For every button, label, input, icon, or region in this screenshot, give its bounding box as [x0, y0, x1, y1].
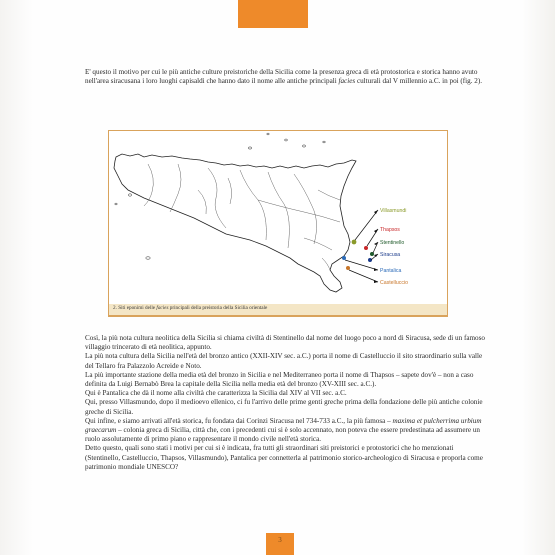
thapsos-dot: [364, 246, 368, 250]
island-1: [128, 194, 131, 196]
siracusa-text-2: – colonia greca di Sicilia, città che, con i precedenti cui si è solo accennato, non poteva che essere predestinata ad assumere un ruolo assolutamente di primo piano e rappresentare il mondo civile nell'età storica.: [85, 426, 480, 444]
body-text: [85, 334, 485, 472]
orange-header-tab: [238, 0, 308, 28]
intro-text-2: culturali dal V millennio a.C. in poi (fig. 2).: [355, 77, 483, 86]
paragraph-siracusa: [85, 417, 485, 445]
paragraph-villasmundo: Qui, presso Villasmundo, dopo il medioevo ellenico, ci fu l'arrivo delle prime genti greche prima della fondazione delle più antiche colonie greche di Sicilia.: [85, 398, 483, 416]
caption-suffix: principali della preistoria della Sicilia orientale: [168, 305, 268, 311]
island-2: [115, 203, 117, 205]
sicily-map: [108, 130, 446, 302]
siracusa-text-1: Qui infine, e siamo arrivati all'età storica, fu fondata dai Corinzi Siracusa nel 734-733 a.C., la più famosa –: [85, 416, 393, 425]
island-8: [267, 133, 269, 135]
pantalica-dot: [342, 256, 346, 260]
label-siracusa: Siracusa: [380, 252, 401, 258]
rivers: [144, 164, 340, 270]
island-5: [285, 139, 288, 141]
paragraph-castelluccio: La più nota cultura della Sicilia nell'età del bronzo antico (XXII-XIV sec. a.C.) porta il nome di Castelluccio il sito straordinario sulla valle del Tellaro fra Palazzolo Acreide e Noto.: [85, 352, 483, 370]
castelluccio-dot: [346, 266, 350, 270]
paragraph-pantalica: Qui è Pantalica che dà il nome alla civiltà che caratterizza la Sicilia dal XIV al VII sec. a.C.: [85, 389, 347, 398]
page-number: 3: [278, 536, 282, 544]
island-7: [323, 141, 326, 143]
island-6: [302, 145, 305, 147]
label-castelluccio: Castelluccio: [380, 280, 408, 286]
intro-paragraph: [85, 68, 485, 86]
site-arrows: [345, 210, 378, 282]
intro-text-1: E' questo il motivo per cui le più antiche culture preistoriche della Sicilia come la presenza greca di età protostorica e storica hanno avuto nell'area siracusana i loro luoghi capisaldi che hanno dato il nome alle antiche principali: [85, 68, 478, 86]
intro-facies: facies: [338, 77, 356, 86]
paragraph-stentinello: Così, la più nota cultura neolitica della Sicilia si chiama civiltà di Stentinello dal nome del luogo poco a nord di Siracusa, sede di un famoso villaggio trincerato di età neolitica, appunto.: [85, 334, 485, 352]
villasmundi-dot: [352, 240, 357, 245]
paragraph-thapsos: La più importante stazione della media età del bronzo in Sicilia e nel Mediterraneo porta il nome di Thapsos – sapete dov'è – non a caso definita da Luigi Bernabò Brea la capitale della Sicilia nella media età del bronzo (XV-XIII sec. a.C.).: [85, 370, 474, 389]
island-4: [248, 147, 252, 149]
sicily-coastline: [114, 154, 356, 292]
paragraph-unesco: Detto questo, quali sono stati i motivi per cui si è indicata, fra tutti gli straordinari siti preistorici e protostorici che ho menzionati (Stentinello, Castelluccio, Thapsos, Villasmundo), Pantalica per connetterla al patrimonio storico-archeologico di Siracusa e proporla come patrimonio mondiale UNESCO?: [85, 444, 483, 471]
label-thapsos: Thapsos: [380, 227, 400, 233]
label-villasmundi: Villasmundi: [380, 208, 407, 214]
label-pantalica: Pantalica: [380, 268, 402, 274]
figure-caption: [113, 305, 267, 311]
label-stentinello: Stentinello: [380, 240, 405, 246]
island-3: [146, 257, 150, 259]
caption-prefix: 2. Siti eponimi delle: [113, 305, 157, 311]
latin-quote: maxima et pulcherrima urbium graecarum: [85, 416, 482, 435]
caption-facies: facies: [156, 305, 169, 311]
